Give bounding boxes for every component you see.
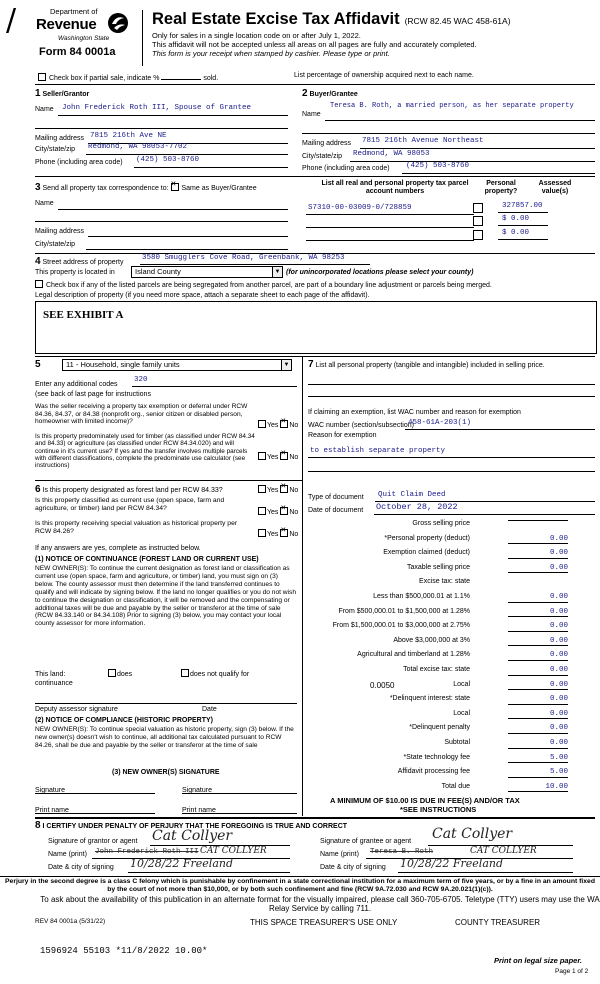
partial-sale-checkbox[interactable] [38,73,46,81]
doc-type-label: Type of document [308,494,364,501]
additional-codes-field[interactable]: 320 [134,376,148,384]
logo-state-text: Washington State [58,35,110,42]
buyer-mailing-line [360,148,595,149]
current-use-yes-no: Yes ✕ No [258,507,298,517]
tax-row [300,695,570,707]
correspondence-label: 3 Send all property tax correspondence to: ✕ Same as Buyer/Grantee [35,182,257,194]
tax-row-value[interactable]: 0.00 [508,593,568,603]
assessed-value-2[interactable]: $ 0.00 [502,215,530,223]
seller-extra-line [35,128,288,129]
segregate-checkbox[interactable] [35,280,43,288]
section5-top-rule [35,356,595,357]
parcels-heading: List all real and personal property tax parcel account numbers [321,180,469,196]
historic-yes-no: Yes ✕ No [258,529,298,539]
chevron-down-icon: ▼ [272,267,282,277]
tax-row-value[interactable]: 5.00 [508,768,568,778]
logo-revenue-text: Revenue [36,16,97,33]
tax-row-label: Agricultural and timberland at 1.28% [357,651,470,659]
grantee-name-struck: Teresa B. Roth [370,848,434,856]
rev-number: REV 84 0001a (5/31/22) [35,918,106,925]
segregate-label: Check box if any of the listed parcels are being segregated from another parcel, are part of a boundary line adjustment or parcels being merged. [45,282,492,289]
section3-top-rule [35,176,595,177]
tax-row-label: Excise tax: state [419,578,470,586]
county-select[interactable] [131,266,283,278]
grantor-name-label: Name (print) [48,851,87,858]
located-in-label: This property is located in [35,269,115,276]
partial-sale-label: Check box if partial sale, indicate % [48,75,160,82]
buyer-city-line [350,161,595,162]
deputy-sig-label: Deputy assessor signature [35,706,118,713]
seller-mailing-field[interactable]: 7815 216th Ave NE [90,132,167,140]
parcel-line-1 [306,214,474,215]
assessed-line-3 [498,239,548,240]
exemption-yes-no: Yes ✕ No [258,420,298,430]
tax-row-label: Gross selling price [412,520,470,527]
minimum-due-note: A MINIMUM OF $10.00 IS DUE IN FEE(S) AND/OR TAX [330,796,520,805]
tax-row-value[interactable]: 0.00 [508,695,568,705]
tax-row [300,754,570,766]
logo-dept-text: Department of [50,7,98,16]
tax-row-label: *Delinquent penalty [409,724,470,732]
assessed-line-1 [498,212,548,213]
grantee-date-line [398,872,573,873]
grantor-name-struck: John Frederick Roth III [95,848,199,856]
tax-row [300,535,570,547]
street-label: 4 Street address of property [35,256,124,267]
seller-mailing-label: Mailing address [35,135,85,142]
does-not-qualify-checkbox[interactable] [181,669,189,677]
legal-description-label: Legal description of property (if you need more space, attach a separate sheet to each page of the affidavit). [35,292,370,299]
historic-question: Is this property receiving special valuation as historical property per RCW 84.26? [35,520,238,535]
tax-row [300,666,570,678]
forest-yes-checkbox[interactable] [258,485,266,493]
forest-yes-no: Yes ✕ No [258,485,298,495]
tax-row-label: From $500,000.01 to $1,500,000 at 1.28% [338,607,470,615]
personal-property-label: 7 List all personal property (tangible and intangible) included in selling price. [308,359,545,370]
personal-checkbox-2[interactable] [473,216,483,226]
tax-row-label: Local [453,680,470,688]
buyer-city-label: City/state/zip [302,153,343,160]
assessed-value-3[interactable]: $ 0.00 [502,229,530,237]
grantee-name-label: Name (print) [320,851,359,858]
doc-type-field[interactable]: Quit Claim Deed [378,491,446,499]
header-note-3: This form is your receipt when stamped by cashier. Please type or print. [152,49,390,58]
tax-row [300,783,570,795]
tax-row-label: Above $3,000,000 at 3% [393,636,470,644]
reason-line-1 [308,457,595,458]
alt-format-notice: To ask about the availability of this publication in an alternate format for the visually impaired, please call 360-705-6705. Teletype (TTY) users may use the WA Relay Service by calling 711. [40,895,600,913]
tax-row-label: *Personal property (deduct) [384,534,470,542]
seller-city-line [86,154,288,155]
header-divider [142,10,143,66]
this-land-row: This land: [35,671,66,678]
grantee-sig-label: Signature of grantee or agent [320,838,412,845]
section8-top-rule [35,817,595,819]
legal-size-note: Print on legal size paper. [494,956,582,965]
legal-description-text: SEE EXHIBIT A [43,309,124,321]
timber-yes-no: Yes ✕ No [258,452,298,462]
tax-row-value[interactable]: 0.00 [508,535,568,545]
wac-line [405,429,595,430]
page-number: Page 1 of 2 [555,968,589,975]
tax-row-value[interactable]: 0.00 [508,739,568,749]
exemption-no-checkbox[interactable] [280,420,288,428]
tax-row-label: Affidavit processing fee [397,768,470,776]
buyer-city-field[interactable]: Redmond, WA 98053 [353,150,430,158]
tax-row [300,710,570,722]
grantee-name-field[interactable]: CAT COLLYER [470,846,537,856]
grantor-signature[interactable]: Cat Collyer [152,828,233,844]
seller-city-field[interactable]: Redmond, WA 98053-7702 [88,143,188,151]
tax-row [300,564,570,576]
deputy-sig-line [35,703,297,704]
tax-row-value[interactable]: 0.00 [508,637,568,647]
reason-line-2 [308,471,595,472]
personal-property-line-1 [308,384,595,385]
grantor-date-label: Date & city of signing [48,864,114,871]
corr-mailing-label: Mailing address [35,228,85,235]
grantor-sig-label: Signature of grantor or agent [48,838,138,845]
personal-checkbox-1[interactable] [473,203,483,213]
tax-row-label: Total due [441,782,470,790]
footer-top-rule [0,876,600,877]
personal-heading: Personal property? [484,180,518,196]
tax-row [300,578,570,590]
personal-checkbox-3[interactable] [473,230,483,240]
form-title-row [152,10,511,29]
tax-row-value[interactable]: 0.00 [508,608,568,618]
seller-phone-field[interactable]: (425) 503-8760 [136,156,200,164]
grantee-signature[interactable]: Cat Collyer [432,826,513,842]
tax-row-label: Less than $500,000.01 at 1.1% [373,593,470,600]
timber-no-checkbox[interactable] [280,452,288,460]
tax-row-label: Total excise tax: state [403,666,470,673]
tax-row-label: Taxable selling price [406,563,470,571]
buyer-mailing-field[interactable]: 7815 216th Avenue Northeast [362,137,484,145]
buyer-phone-label: Phone (including area code) [302,165,390,172]
tax-row-value[interactable]: 0.00 [508,622,568,632]
unincorporated-note: (for unincorporated locations please select your county) [286,269,474,276]
corr-city-label: City/state/zip [35,241,76,248]
current-use-yes-checkbox[interactable] [258,507,266,515]
parcel-line-3 [306,240,474,241]
current-use-question: Is this property classified as current use (open space, farm and agriculture, or timber) land per RCW 84.34? [35,497,225,512]
partial-sale-row [38,73,218,83]
county-select-value: Island County [135,267,181,276]
perjury-notice: Perjury in the second degree is a class C felony which is punishable by confinement in a state correctional institution for a maximum term of five years, or by a fine in an amount fixed by the court of not more than $10,000, or by both such confinement and fine (RCW 9A.72.030 and RCW 9A.20.021(1)(c)). [5,878,595,893]
exemption-yes-checkbox[interactable] [258,420,266,428]
continuance-label: continuance [35,680,73,687]
notice1-text: NEW OWNER(S): To continue the current designation as forest land or classification as current use (open space, farm and agriculture, or timber) land, you must sign on (3) below. The county assessor must then determine if the land transferred continues to qualify and will indicate by signing below. If the land no longer qualifies or you do not wish to continue the designation or classification, it will be removed and the compensating or additional taxes will be due and payable by the seller or transferor at the time of sale (RCW 84.33.140 or 84.34.108) Prior to signing (3) below, you may contact your local county assessor for more information. [35,565,296,628]
wac-label: WAC number (section/subsection) [308,422,414,429]
tax-row-value[interactable]: 0.00 [508,666,568,676]
seller-name-field[interactable]: John Frederick Roth III, Spouse of Grantee [62,104,252,112]
tax-row-value[interactable]: 10.00 [508,783,568,793]
corr-name-label: Name [35,200,54,207]
additional-codes-label: Enter any additional codes [35,381,118,388]
assessed-heading: Assessed value(s) [538,180,572,196]
header-note-2: This affidavit will not be accepted unless all areas on all pages are fully and accurately completed. [152,40,477,49]
tax-row-label: Subtotal [444,739,470,746]
seller-phone-line [134,167,288,168]
buyer-name-line [325,120,595,121]
tax-row-value[interactable]: 0.00 [508,724,568,734]
seller-city-label: City/state/zip [35,146,76,153]
deputy-date-label: Date [202,706,217,713]
notice2-heading: (2) NOTICE OF COMPLIANCE (HISTORIC PROPERTY) [35,717,213,724]
form-title-ref: (RCW 82.45 WAC 458-61A) [404,16,511,26]
buyer-mailing-label: Mailing address [302,140,352,147]
buyer-heading: 2 Buyer/Grantee [302,88,358,99]
wac-field[interactable]: 458-61A-203(1) [408,419,472,427]
doc-date-label: Date of document [308,507,364,514]
section1-top-rule [35,84,595,85]
seller-heading: 1 Seller/Grantor [35,88,90,99]
header-note-1: Only for sales in a single location code on or after July 1, 2022. [152,31,361,40]
legal-description-box[interactable] [35,301,597,354]
tax-row-label: *State technology fee [403,753,470,761]
partial-sale-percent-field[interactable] [161,79,201,80]
forest-question: 6 Is this property designated as forest land per RCW 84.33? [35,484,223,495]
tax-row [300,724,570,736]
corr-extra-line [35,221,288,222]
tax-row-label: Local [453,709,470,717]
corner-mark: / [6,3,17,38]
owner-print-label-2: Print name [182,807,216,814]
see-back-label: (see back of last page for instructions [35,391,151,398]
tax-row-value[interactable]: 0.00 [508,564,568,574]
tax-row-label: *Delinquent interest: state [389,695,470,703]
tax-row [300,651,570,663]
treasurer-use-label: THIS SPACE TREASURER'S USE ONLY [250,918,398,927]
buyer-phone-field[interactable]: (425) 503-8760 [406,162,470,170]
buyer-name-field[interactable]: Teresa B. Roth, a married person, as her separate property [330,102,574,110]
grantee-date-field[interactable]: 10/28/22 Freeland [400,857,504,870]
grantor-date-field[interactable]: 10/28/22 Freeland [130,857,234,870]
notice1-heading: (1) NOTICE OF CONTINUANCE (FOREST LAND OR CURRENT USE) [35,556,259,563]
cashier-stamp: 1596924 55103 *11/8/2022 10.00* [40,946,208,956]
tax-row [300,739,570,751]
tax-row-value[interactable]: 5.00 [508,754,568,764]
reason-label: Reason for exemption [308,432,377,439]
timber-yes-checkbox[interactable] [258,452,266,460]
seller-name-line [58,115,288,116]
grantor-name-field[interactable]: CAT COLLYER [200,846,267,856]
land-use-value: 11 - Household, single family units [66,360,180,369]
street-field[interactable]: 3580 Smugglers Cove Road, Greenbank, WA 98253 [142,254,345,262]
does-option: does [108,669,132,679]
grantor-date-line [128,872,290,873]
doc-date-line [374,514,595,515]
tax-row [300,593,570,605]
exempt-claim-label: If claiming an exemption, list WAC number and reason for exemption [308,409,521,416]
exemption-question: Was the seller receiving a property tax exemption or deferral under RCW 84.36, 84.37, or 84.38 (nonprofit org., senior citizen or disabled person, homeowner with limited income)? [35,403,248,426]
tax-row [300,608,570,620]
tax-row-value[interactable]: 0.00 [508,681,568,691]
current-use-no-checkbox[interactable] [280,507,288,515]
form-title: Real Estate Excise Tax Affidavit [152,10,400,28]
timber-question: Is this property predominately used for timber (as classified under RCW 84.34 and 84.33) or agriculture (as classified under RCW 84.34.020) and will continue in it's current use? If yes and the transfer involves multiple parcels with different classifications, complete the predominate use calculator (see instructions) [35,433,255,470]
assessed-value-1[interactable]: 327857.00 [502,202,543,210]
parcel-number-1[interactable]: S7310-00-03009-0/728859 [308,204,412,212]
form-number: Form 84 0001a [39,46,116,58]
logo-swirl-icon [107,12,129,34]
owner-sig-label-1: Signature [35,787,65,794]
buyer-extra-line [302,133,595,134]
answers-instruction: If any answers are yes, complete as instructed below. [35,545,201,552]
tax-row-value[interactable]: 0.00 [508,549,568,559]
street-line [140,264,370,265]
notice2-text: NEW OWNER(S): To continue special valuation as historic property, sign (3) below. If the new owner(s) doesn't wish to continue, all additional tax calculated pursuant to RCW 84.26, shall be due and payable by the seller or transferor at the time of sale [35,726,294,749]
does-qualify-checkbox[interactable] [108,669,116,677]
seller-phone-label: Phone (including area code) [35,159,123,166]
tax-row [300,637,570,649]
tax-row-label: From $1,500,000.01 to $3,000,000 at 2.75% [332,622,470,630]
section6-top-rule [35,480,302,481]
does-not-option: does not qualify for [181,669,249,679]
ownership-note: List percentage of ownership acquired next to each name. [294,72,474,79]
seller-name-label: Name [35,106,54,113]
revenue-logo [36,8,136,68]
historic-yes-checkbox[interactable] [258,529,266,537]
tax-row [300,622,570,634]
additional-codes-line [132,386,297,387]
local-rate-value: 0.0050 [370,680,395,690]
corr-name-line [58,209,288,210]
section5-number: 5 [35,359,41,370]
buyer-phone-line [402,173,595,174]
forest-no-checkbox[interactable] [280,485,288,493]
same-as-buyer-checkbox[interactable] [171,183,179,191]
tax-row-value[interactable] [508,520,568,521]
tax-row [300,549,570,561]
tax-row-value[interactable]: 0.00 [508,651,568,661]
personal-property-line-2 [308,396,595,397]
new-owner-sig-heading: (3) NEW OWNER(S) SIGNATURE [112,769,220,776]
corr-mailing-line [88,236,288,237]
historic-no-checkbox[interactable] [280,529,288,537]
chevron-down-icon: ▼ [281,360,291,370]
segregate-row [35,280,492,290]
doc-date-field[interactable]: October 28, 2022 [376,502,458,512]
partial-sale-sold: sold. [203,75,219,82]
certify-heading: 8 I CERTIFY UNDER PENALTY OF PERJURY THAT THE FOREGOING IS TRUE AND CORRECT [35,820,348,831]
reason-field[interactable]: to establish separate property [310,447,446,455]
owner-print-label-1: Print name [35,807,69,814]
county-treasurer-label: COUNTY TREASURER [455,918,541,927]
tax-row [300,520,570,532]
see-instructions-note: *SEE INSTRUCTIONS [400,805,477,814]
corr-city-line [86,249,288,250]
tax-row [300,681,570,693]
tax-row [300,768,570,780]
assessed-line-2 [498,225,548,226]
tax-row-label: Exemption claimed (deduct) [383,549,470,557]
land-use-select[interactable] [62,359,292,371]
tax-row-value[interactable]: 0.00 [508,710,568,720]
owner-sig-label-2: Signature [182,787,212,794]
parcel-line-2 [306,227,474,228]
grantee-date-label: Date & city of signing [320,864,386,871]
buyer-name-label: Name [302,111,321,118]
